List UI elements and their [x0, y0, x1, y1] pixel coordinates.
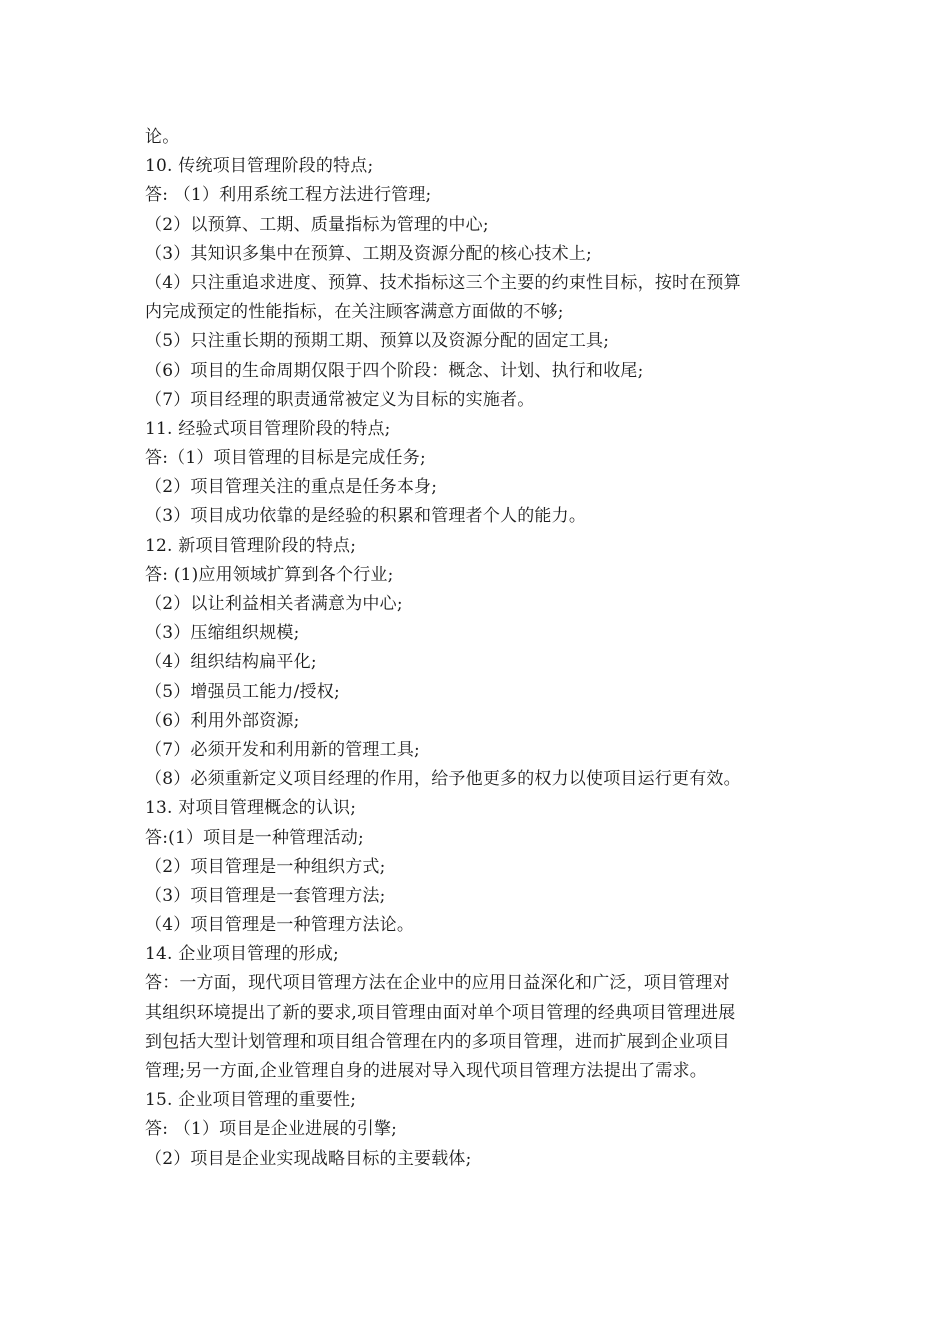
text-line: （3）其知识多集中在预算、工期及资源分配的核心技术上;: [145, 243, 592, 264]
text-line: 答: （1）项目是企业进展的引擎;: [145, 1119, 398, 1140]
text-line: （4）组织结构扁平化;: [145, 652, 317, 673]
text-line: （3）项目管理是一套管理方法;: [145, 885, 386, 906]
text-line: （5）只注重长期的预期工期、预算以及资源分配的固定工具;: [145, 331, 610, 352]
text-line: （3）项目成功依靠的是经验的积累和管理者个人的能力。: [145, 506, 587, 527]
text-line: 内完成预定的性能指标，在关注顾客满意方面做的不够;: [145, 302, 564, 323]
text-line: 答:(1）项目是一种管理活动;: [145, 827, 364, 848]
text-line: 答: （1）利用系统工程方法进行管理;: [145, 185, 432, 206]
text-line: 管理;另一方面,企业管理自身的进展对导入现代项目管理方法提出了需求。: [145, 1061, 707, 1081]
text-line: 答：一方面，现代项目管理方法在企业中的应用日益深化和广泛，项目管理对: [145, 973, 730, 994]
text-line: （2）项目是企业实现战略目标的主要载体;: [145, 1148, 472, 1169]
text-line: 答:（1）项目管理的目标是完成任务;: [145, 448, 426, 469]
section-heading-11: 11. 经验式项目管理阶段的特点;: [145, 418, 391, 439]
text-line: 其组织环境提出了新的要求,项目管理由面对单个项目管理的经典项目管理进展: [145, 1002, 736, 1023]
section-heading-10: 10. 传统项目管理阶段的特点;: [145, 156, 374, 177]
text-line: （4）项目管理是一种管理方法论。: [145, 915, 415, 936]
text-line: （2）以让利益相关者满意为中心;: [145, 594, 403, 614]
text-line: （7）必须开发和利用新的管理工具;: [145, 739, 420, 760]
section-heading-14: 14. 企业项目管理的形成;: [145, 944, 339, 965]
section-heading-12: 12. 新项目管理阶段的特点;: [145, 535, 357, 556]
text-line: （7）项目经理的职责通常被定义为目标的实施者。: [145, 389, 535, 410]
text-line: （2）项目管理是一种组织方式;: [145, 856, 386, 877]
section-heading-15: 15. 企业项目管理的重要性;: [145, 1090, 357, 1111]
text-line: （3）压缩组织规模;: [145, 623, 300, 644]
text-line: （2）项目管理关注的重点是任务本身;: [145, 477, 438, 498]
text-line: （6）项目的生命周期仅限于四个阶段：概念、计划、执行和收尾;: [145, 360, 644, 381]
text-line: 到包括大型计划管理和项目组合管理在内的多项目管理，进而扩展到企业项目: [145, 1031, 730, 1052]
text-line: （2）以预算、工期、质量指标为管理的中心;: [145, 214, 489, 235]
text-line: 答: (1)应用领域扩算到各个行业;: [145, 564, 394, 585]
text-line: （6）利用外部资源;: [145, 710, 300, 731]
section-heading-13: 13. 对项目管理概念的认识;: [145, 798, 357, 819]
document-body: [145, 123, 810, 1174]
text-line: （8）必须重新定义项目经理的作用，给予他更多的权力以使项目运行更有效。: [145, 769, 741, 790]
text-line: （5）增强员工能力/授权;: [145, 681, 340, 702]
text-line: 论。: [145, 127, 180, 147]
text-line: （4）只注重追求进度、预算、技术指标这三个主要的约束性目标，按时在预算: [145, 272, 741, 293]
